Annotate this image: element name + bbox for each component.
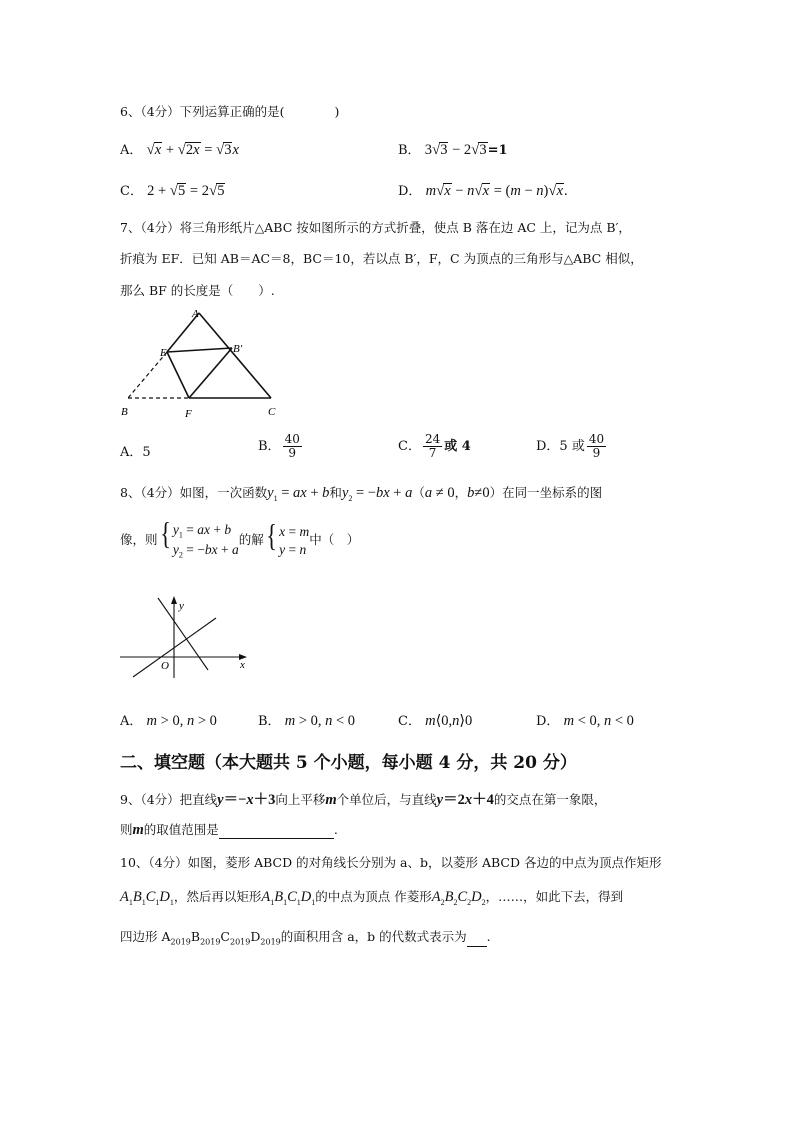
fold-segment-eb-prime bbox=[167, 348, 232, 352]
axis-label-y: y bbox=[179, 600, 184, 612]
q8-y1-formula: $y_1$ = ax + b bbox=[267, 485, 330, 503]
q7-option-d[interactable]: D．5 或 $\frac{40}{9}$ bbox=[536, 432, 605, 461]
q6-option-d-formula: m√x − n√x = (m − n)√x. bbox=[425, 183, 568, 199]
q8-option-b[interactable]: B． m > 0, n < 0 bbox=[258, 713, 356, 729]
q8-stem-line2: 像，则 { $y_1$ = ax + b $y_2 = -bx + a$ 的解 { x = m y = n 中（ ） bbox=[120, 515, 360, 561]
q8-y2-formula: $y_2 = -bx + a$ bbox=[341, 485, 413, 503]
q6-stem: 6、（4分）下列运算正确的是( ) bbox=[120, 104, 340, 119]
q8-solution-system: { x = m y = n bbox=[266, 517, 310, 558]
q8-option-c[interactable]: C． m⟨0,n⟩0 bbox=[398, 713, 473, 729]
q6-option-b-formula: 3√3 − 2√3 bbox=[424, 142, 487, 158]
q7-option-b-fraction: $\frac{40}{9}$ bbox=[284, 432, 300, 461]
q7-option-a[interactable]: A．5 bbox=[120, 445, 151, 460]
label-c: C bbox=[268, 406, 276, 418]
q10-stem-line2: $A_1B_1C_1D_1$，然后再以矩形$A_1B_1C_1D_1$的中点为顶点 作菱形$A_2B_2C_2D_2$，……，如此下去，得到 bbox=[120, 889, 624, 907]
axis-label-x: x bbox=[240, 659, 245, 671]
q10-rectangle-1: $A_1B_1C_1D_1$ bbox=[120, 889, 174, 907]
q8-option-a-formula: m > 0, n > 0 bbox=[146, 713, 217, 729]
q8-condition-a: a ≠ 0 bbox=[424, 485, 455, 501]
q9-answer-blank[interactable] bbox=[219, 824, 334, 839]
q9-variable-m: m bbox=[325, 792, 337, 808]
q6-option-d[interactable]: D． m√x − n√x = (m − n)√x. bbox=[398, 183, 568, 199]
q8-option-c-formula: m⟨0,n⟩0 bbox=[425, 713, 473, 729]
q9-line-2: y＝2x＋4 bbox=[436, 792, 494, 808]
q10-stem-line1: 10、（4分）如图，菱形 ABCD 的对角线长分别为 a、b，以菱形 ABCD 各边的中点为顶点作矩形 bbox=[120, 855, 662, 870]
q7-option-b[interactable]: B． $\frac{40}{9}$ bbox=[258, 432, 300, 461]
q8-stem-line1: 8、（4分）如图，一次函数$y_1$ = ax + b和$y_2 = -bx + a(a \ne 0$，b≠0）在同一坐标系的图 bbox=[120, 485, 603, 503]
q6-option-c[interactable]: C． 2 + √5 = 2√5 bbox=[120, 183, 225, 199]
label-f: F bbox=[185, 408, 192, 420]
q7-option-c[interactable]: C． $\frac{24}{7}$ 或 4 bbox=[398, 432, 471, 461]
q7-triangle-figure bbox=[112, 305, 292, 423]
q9-stem-line2: 则m的取值范围是 . bbox=[120, 822, 338, 838]
q7-option-d-fraction: $\frac{40}{9}$ bbox=[588, 432, 605, 461]
q10-answer-blank[interactable] bbox=[467, 932, 487, 947]
fold-line-ef bbox=[167, 352, 189, 398]
q8-option-a[interactable]: A． m > 0, n > 0 bbox=[120, 713, 217, 729]
fold-segment-fb-prime bbox=[189, 348, 232, 398]
y-axis-arrow bbox=[171, 596, 177, 604]
q8-option-b-formula: m > 0, n < 0 bbox=[284, 713, 356, 729]
q7-stem-line3: 那么 BF 的长度是（ ）. bbox=[120, 283, 275, 298]
q9-stem-line1: 9、（4分）把直线y＝−x＋3向上平移m个单位后，与直线y＝2x＋4的交点在第一象限， bbox=[120, 792, 607, 808]
q7-stem-line2: 折痕为 EF．已知 AB＝AC＝8，BC＝10，若以点 B′，F，C 为顶点的三角形与△ABC 相似， bbox=[120, 251, 643, 266]
q10-rectangle-1-again: $A_1B_1C_1D_1$ bbox=[261, 889, 316, 907]
q10-rhombus-2: $A_2B_2C_2D_2$ bbox=[431, 889, 486, 907]
q9-line-1: y＝−x＋3 bbox=[217, 792, 276, 808]
q7-stem-line1: 7、（4分）将三角形纸片△ABC 按如图所示的方式折叠，使点 B 落在边 AC 上，记为点 B′， bbox=[120, 220, 631, 235]
q10-stem-line3: 四边形 $A_{2019}B_{2019}C_{2019}D_{2019}$的面积用含 a，b 的代数式表示为 . bbox=[120, 929, 491, 947]
label-e: E bbox=[160, 347, 167, 359]
q6-option-a-formula: √x + √2x = √3x bbox=[146, 142, 239, 158]
section-2-heading: 二、填空题（本大题共 5 个小题，每小题 4 分，共 20 分） bbox=[120, 753, 577, 773]
q9-variable-m-2: m bbox=[132, 822, 144, 838]
triangle-side-ac bbox=[199, 313, 271, 398]
label-a: A bbox=[192, 308, 199, 320]
q7-option-c-fraction: $\frac{24}{7}$ bbox=[424, 432, 441, 461]
q6-option-c-formula: 2 + √5 = 2√5 bbox=[147, 183, 225, 199]
axis-label-origin: O bbox=[161, 660, 169, 672]
q8-option-d[interactable]: D． m < 0, n < 0 bbox=[536, 713, 634, 729]
q6-option-b[interactable]: B． 3√3 − 2√3=1 bbox=[398, 142, 508, 158]
q8-condition-b: b≠0 bbox=[467, 485, 490, 501]
q8-graph-figure bbox=[118, 594, 253, 680]
q8-system-equations: { $y_1$ = ax + b $y_2 = -bx + a$ bbox=[159, 515, 239, 561]
label-b-prime: B′ bbox=[233, 343, 243, 355]
label-b: B bbox=[121, 406, 128, 418]
q6-option-a[interactable]: A． √x + √2x = √3x bbox=[120, 142, 239, 158]
q8-option-d-formula: m < 0, n < 0 bbox=[563, 713, 634, 729]
